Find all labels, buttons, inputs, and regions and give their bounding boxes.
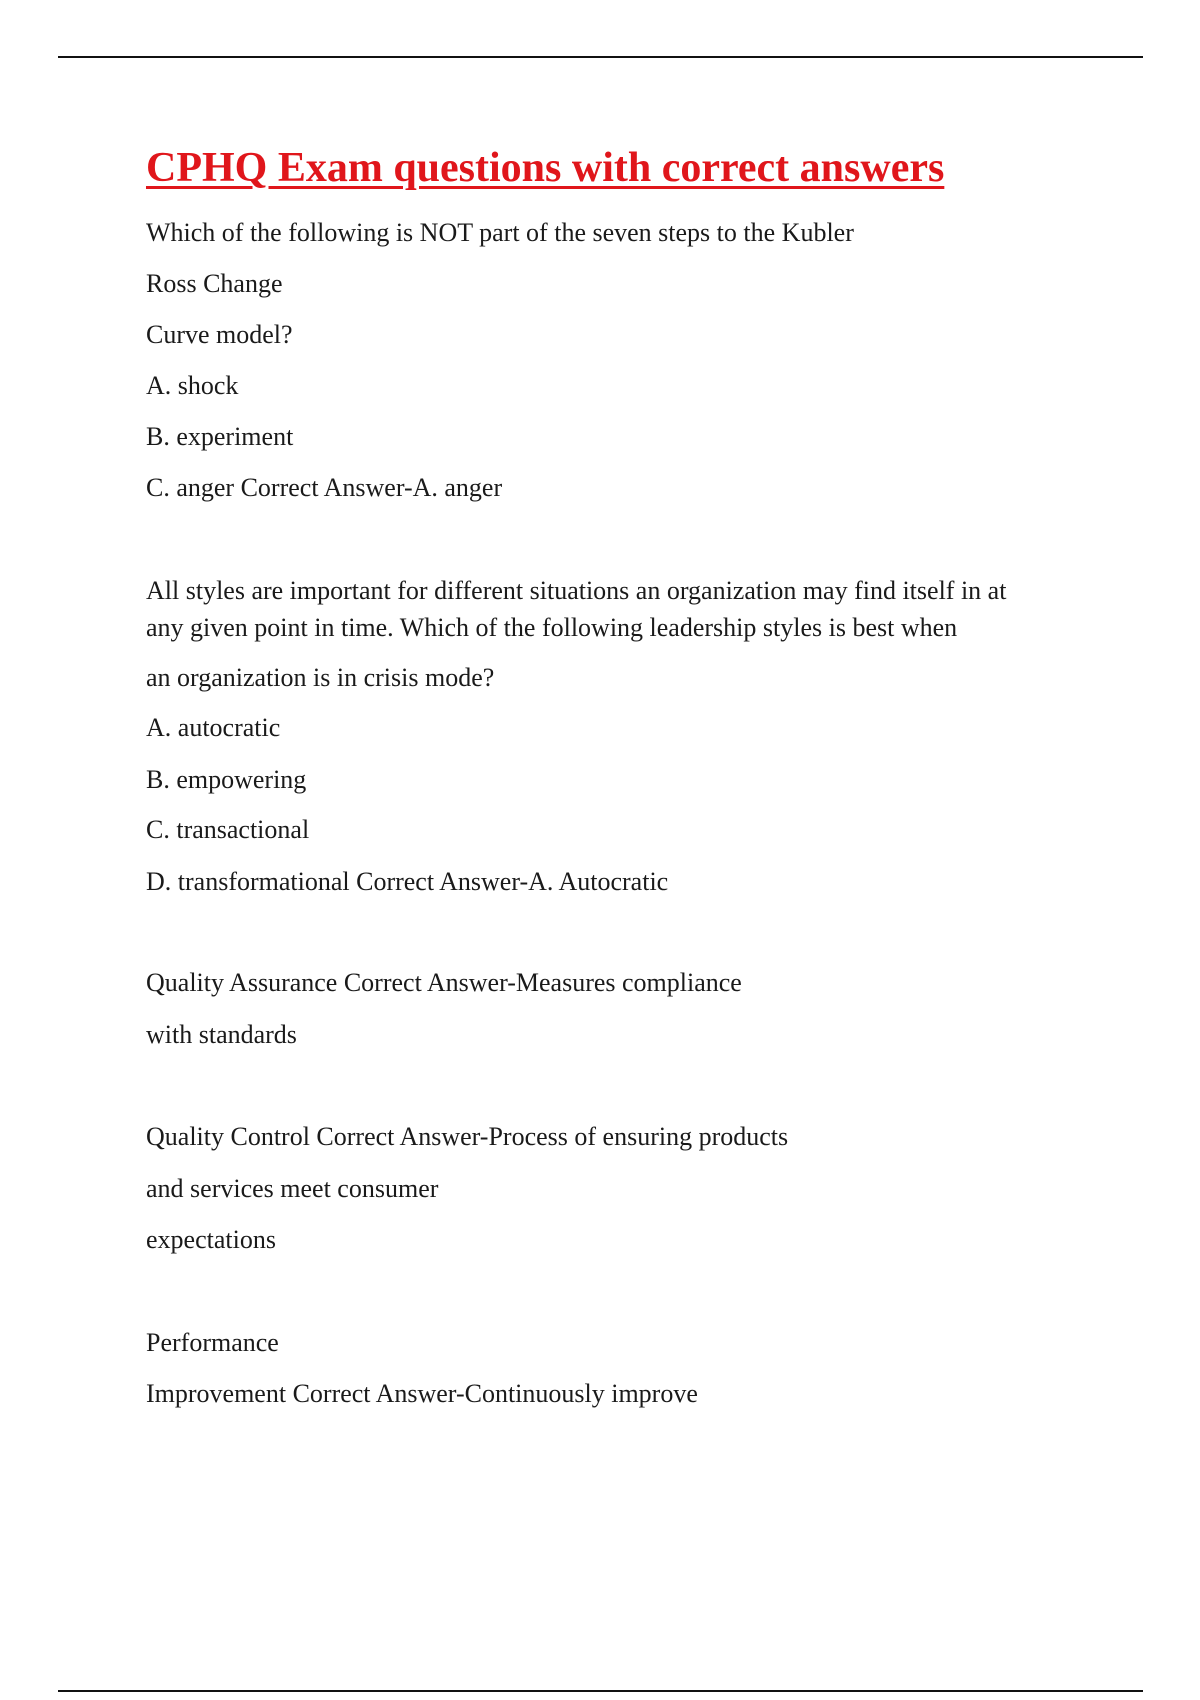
q4-line-1: Quality Control Correct Answer-Process of ensuring products <box>146 1122 789 1151</box>
q1-line-1: Which of the following is NOT part of the seven steps to the Kubler <box>146 218 854 247</box>
q2-line-1: All styles are important for different situations an organization may find itself in at <box>146 576 1007 605</box>
q2-line-2: any given point in time. Which of the following leadership styles is best when <box>146 613 958 642</box>
document-title: CPHQ Exam questions with correct answers <box>146 145 945 191</box>
q2-option-d-answer: D. transformational Correct Answer-A. Autocratic <box>146 867 669 896</box>
header-rule <box>58 56 1143 58</box>
q2-option-b: B. empowering <box>146 765 307 794</box>
q1-option-b: B. experiment <box>146 422 294 451</box>
q5-line-2: Improvement Correct Answer-Continuously improve <box>146 1379 698 1408</box>
q2-option-c: C. transactional <box>146 815 310 844</box>
q4-line-3: expectations <box>146 1225 276 1254</box>
q3-line-2: with standards <box>146 1020 297 1049</box>
q2-line-3: an organization is in crisis mode? <box>146 663 495 692</box>
q4-line-2: and services meet consumer <box>146 1174 439 1203</box>
footer-rule <box>58 1690 1143 1692</box>
q1-option-c-answer: C. anger Correct Answer-A. anger <box>146 473 503 502</box>
q1-line-2: Ross Change <box>146 269 283 298</box>
q1-option-a: A. shock <box>146 371 239 400</box>
q3-line-1: Quality Assurance Correct Answer-Measures compliance <box>146 968 742 997</box>
q2-option-a: A. autocratic <box>146 713 281 742</box>
q1-line-3: Curve model? <box>146 320 293 349</box>
q5-line-1: Performance <box>146 1328 279 1357</box>
